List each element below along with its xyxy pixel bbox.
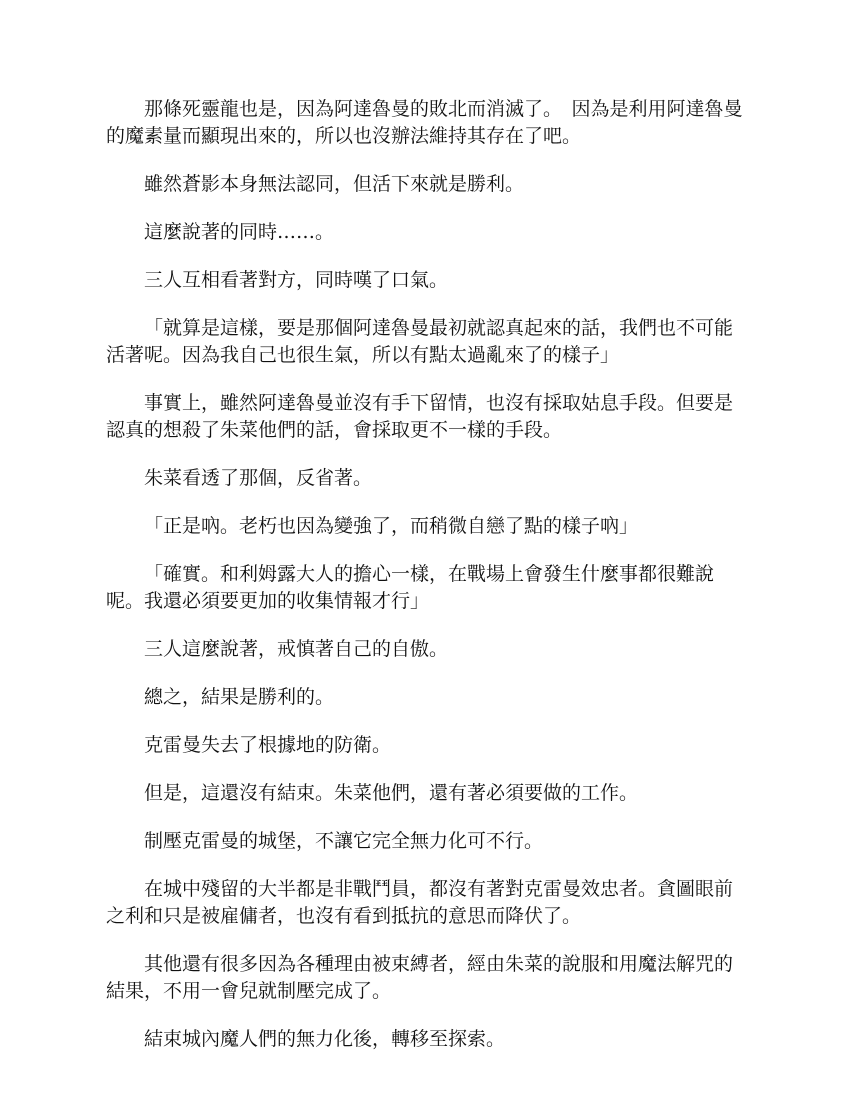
paragraph: 在城中殘留的大半都是非戰鬥員，都沒有著對克雷曼效忠者。貪圖眼前之利和只是被雇傭者，也沒有看到抵抗的意思而降伏了。	[106, 878, 734, 927]
paragraph: 其他還有很多因為各種理由被束縛者，經由朱菜的說服和用魔法解咒的結果，不用一會兒就制壓完成了。	[106, 953, 734, 1002]
paragraph: 克雷曼失去了根據地的防衛。	[144, 734, 392, 756]
paragraph: 「就算是這樣，要是那個阿達魯曼最初就認真起來的話，我們也不可能活著呢。因為我自己也很生氣，所以有點太過亂來了的樣子」	[106, 317, 734, 366]
document-page	[106, 96, 746, 1074]
paragraph: 三人互相看著對方，同時嘆了口氣。	[144, 269, 449, 291]
paragraph: 這麼說著的同時……。	[144, 221, 335, 243]
paragraph: 雖然蒼影本身無法認同，但活下來就是勝利。	[144, 173, 525, 195]
paragraph: 但是，這還沒有結束。朱菜他們，還有著必須要做的工作。	[144, 782, 639, 804]
paragraph: 那條死靈龍也是，因為阿達魯曼的敗北而消滅了。 因為是利用阿達魯曼的魔素量而顯現出來的，所以也沒辦法維持其存在了吧。	[106, 98, 743, 147]
paragraph: 三人這麼說著，戒慎著自己的自傲。	[144, 638, 449, 660]
paragraph: 「正是吶。老朽也因為變強了，而稍微自戀了點的樣子吶」	[144, 515, 639, 537]
paragraph: 結束城內魔人們的無力化後，轉移至探索。	[144, 1028, 506, 1050]
paragraph: 事實上，雖然阿達魯曼並沒有手下留情，也沒有採取姑息手段。但要是認真的想殺了朱菜他們的話，會採取更不一樣的手段。	[106, 392, 734, 441]
paragraph: 朱菜看透了那個，反省著。	[144, 467, 373, 489]
paragraph: 總之，結果是勝利的。	[144, 686, 335, 708]
paragraph: 制壓克雷曼的城堡，不讓它完全無力化可不行。	[144, 830, 544, 852]
paragraph: 「確實。和利姆露大人的擔心一樣，在戰場上會發生什麼事都很難說呢。我還必須要更加的收集情報才行」	[106, 563, 715, 612]
